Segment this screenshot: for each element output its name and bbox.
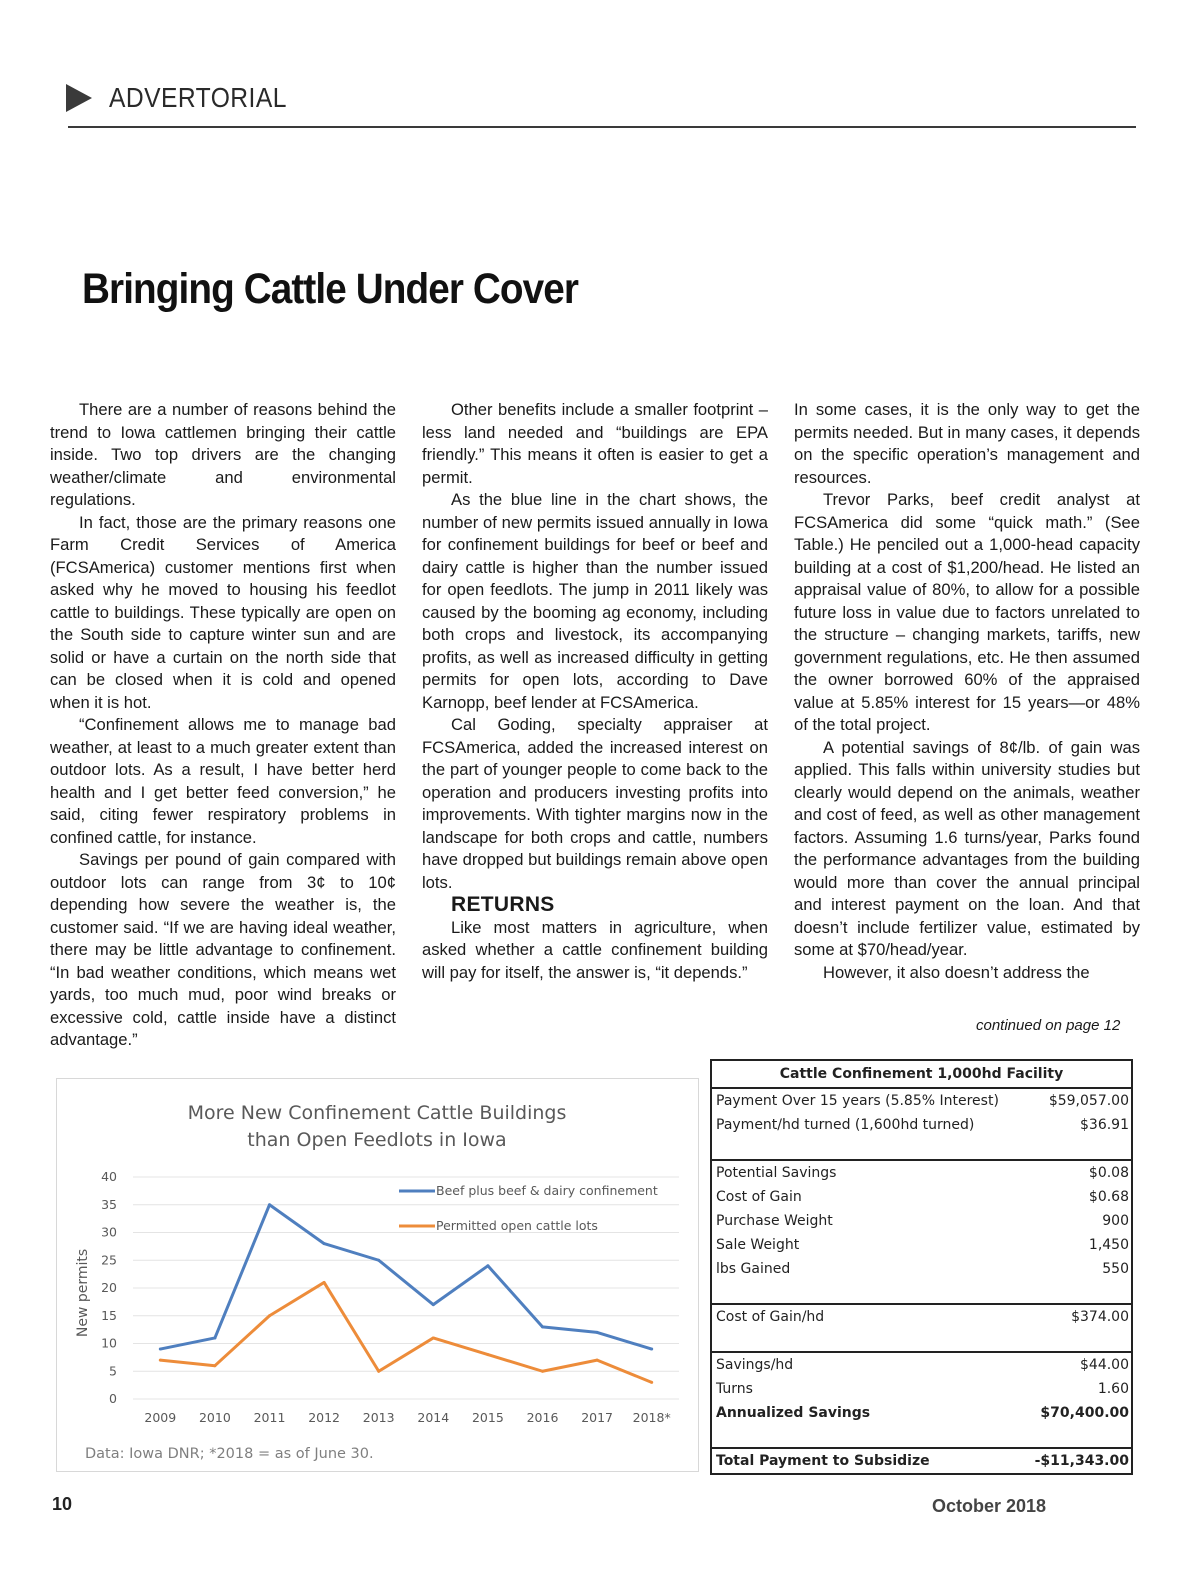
article-column-1 (50, 399, 396, 1052)
chart-title-line-1: More New Confinement Cattle Buildings (187, 1102, 567, 1124)
facility-table (710, 1059, 1133, 1475)
table-group-savings (712, 1159, 1131, 1281)
y-tick-label: 30 (101, 1224, 117, 1240)
table-row (712, 1377, 1131, 1401)
section-label: ADVERTORIAL (109, 82, 287, 113)
y-tick-label: 20 (101, 1280, 117, 1295)
data-point (159, 1348, 162, 1351)
data-point (486, 1264, 489, 1267)
paragraph: As the blue line in the chart shows, the number of new permits issued annually in Iowa for confinement buildings for beef or beef and dairy cattle is higher than the number issued for open feedlots. The jump in 2011 likely was caused by the booming ag economy, including both crops and livestock, its accompanying profits, as well as increased difficulty in getting permits for open lots, according to Dave Karnopp, beef lender at FCSAmerica. (422, 490, 768, 712)
row-value: 900 (1102, 1213, 1129, 1229)
issue-date: October 2018 (932, 1496, 1047, 1516)
row-label: Savings/hd (716, 1357, 794, 1373)
paragraph: There are a number of reasons behind the trend to Iowa cattlemen bringing their cattle inside. Two top drivers are the changing weather/climate and environmental regulations. (50, 400, 396, 509)
row-value: 1.60 (1097, 1381, 1129, 1397)
row-value: 550 (1102, 1261, 1129, 1277)
permits-chart (56, 1078, 699, 1472)
y-tick-label: 35 (101, 1196, 117, 1212)
x-tick-label: 2015 (471, 1410, 504, 1425)
triangle-bullet-icon (66, 84, 92, 112)
data-point (268, 1314, 271, 1317)
data-point (541, 1370, 544, 1373)
data-point (213, 1336, 216, 1339)
row-label: Cost of Gain/hd (716, 1309, 825, 1325)
row-label: Total Payment to Subsidize (716, 1453, 930, 1469)
chart-title-line-2: than Open Feedlots in Iowa (247, 1129, 507, 1151)
paragraph: In some cases, it is the only way to get the permits needed. But in many cases, it depends on the specific operation’s management and resources. (794, 400, 1140, 487)
row-label: Payment/hd turned (1,600hd turned) (716, 1117, 975, 1133)
row-label: Cost of Gain (716, 1189, 802, 1205)
table-row (712, 1257, 1131, 1281)
article-column-3 (794, 399, 1140, 984)
data-point (377, 1259, 380, 1262)
table-row (712, 1449, 1131, 1473)
table-row (712, 1233, 1131, 1257)
data-point (432, 1336, 435, 1339)
row-label: Sale Weight (716, 1237, 800, 1253)
data-point (541, 1325, 544, 1328)
paragraph: “Confinement allows me to manage bad weather, at least to a much greater extent than outdoor lots. As a result, I have better herd health and I get better feed conversion,” he said, citing fewer respiratory problems in confined cattle, for instance. (50, 715, 396, 847)
row-label: Annualized Savings (716, 1405, 871, 1421)
legend-label: Permitted open cattle lots (436, 1218, 598, 1233)
data-point (213, 1364, 216, 1367)
paragraph: Other benefits include a smaller footprint – less land needed and “buildings are EPA friendly.” This means it often is easier to get a permit. (422, 400, 768, 487)
table-row (712, 1209, 1131, 1233)
x-tick-label: 2009 (144, 1410, 177, 1425)
data-point (377, 1370, 380, 1373)
paragraph: Trevor Parks, beef credit analyst at FCSAmerica did some “quick math.” (See Table.) He penciled out a 1,000-head capacity building at a cost of $1,200/head. He listed an appraisal value of 80%, to allow for a possible future loss in value due to factors unrelated to the structure – changing markets, tariffs, new government regulations, etc. He then assumed the owner borrowed 60% of the appraised value at 5.85% interest for 15 years—or 48% of the total project. (794, 490, 1140, 734)
x-tick-label: 2016 (526, 1410, 559, 1425)
table-row (712, 1305, 1131, 1329)
data-point (650, 1348, 653, 1351)
data-point (596, 1359, 599, 1362)
chart-source-note: Data: Iowa DNR; *2018 = as of June 30. (85, 1446, 374, 1462)
data-point (268, 1203, 271, 1206)
table-row (712, 1353, 1131, 1377)
x-tick-label: 2010 (198, 1410, 231, 1425)
chart-svg (57, 1079, 698, 1471)
data-point (323, 1281, 326, 1284)
row-value: $36.91 (1080, 1117, 1129, 1133)
row-value: $44.00 (1080, 1357, 1129, 1373)
y-tick-label: 5 (109, 1363, 117, 1379)
row-label: Purchase Weight (716, 1213, 833, 1229)
table-title: Cattle Confinement 1,000hd Facility (712, 1061, 1131, 1089)
x-tick-label: 2011 (253, 1410, 286, 1425)
y-axis-label: New permits (75, 1248, 91, 1338)
y-tick-label: 40 (101, 1169, 117, 1184)
row-value: -$11,343.00 (1034, 1453, 1129, 1469)
header-rule (68, 126, 1136, 128)
table-group-payment (712, 1089, 1131, 1137)
row-value: $59,057.00 (1048, 1093, 1129, 1109)
y-tick-label: 0 (109, 1391, 117, 1406)
table-group-cost (712, 1303, 1131, 1329)
table-group-total (712, 1447, 1131, 1473)
paragraph: Like most matters in agriculture, when asked whether a cattle confinement building will pay for itself, the answer is, “it depends.” (422, 917, 768, 982)
paragraph: In fact, those are the primary reasons one Farm Credit Services of America (FCSAmerica) customer mentions first when asked why he moved to housing his feedlot cattle to buildings. These typically are open on the South side to capture winter sun and are solid or have a curtain on the north side that can be closed when it is cold and opened when it is hot. (50, 512, 396, 712)
data-point (596, 1331, 599, 1334)
y-tick-label: 10 (101, 1335, 117, 1351)
y-tick-label: 15 (101, 1307, 117, 1323)
table-row (712, 1089, 1131, 1113)
data-point (486, 1353, 489, 1356)
section-header (66, 78, 311, 118)
data-point (323, 1242, 326, 1245)
data-point (650, 1381, 653, 1384)
series-line-2 (160, 1282, 651, 1382)
y-tick-label: 25 (101, 1252, 117, 1268)
row-value: $70,400.00 (1040, 1405, 1129, 1421)
subhead-returns: RETURNS (451, 893, 555, 916)
data-point (432, 1303, 435, 1306)
x-tick-label: 2018* (632, 1410, 671, 1425)
table-row (712, 1161, 1131, 1185)
paragraph: Cal Goding, specialty appraiser at FCSAmerica, added the increased interest on the part of younger people to come back to the operation and producers investing profits into improvements. With tighter margins now in the landscape for both crops and cattle, numbers have dropped but buildings remain above open lots. (422, 715, 768, 892)
article-column-2 (422, 399, 768, 984)
row-label: Payment Over 15 years (5.85% Interest) (716, 1093, 999, 1109)
row-label: Potential Savings (716, 1165, 837, 1181)
x-tick-label: 2012 (308, 1410, 341, 1425)
x-tick-label: 2017 (581, 1410, 614, 1425)
row-value: $0.68 (1088, 1189, 1129, 1205)
x-tick-label: 2014 (417, 1410, 450, 1425)
row-label: Turns (716, 1381, 753, 1397)
row-label: lbs Gained (716, 1261, 791, 1277)
table-group-annual (712, 1351, 1131, 1425)
row-value: $0.08 (1088, 1165, 1129, 1181)
continued-note: continued on page 12 (976, 1017, 1121, 1034)
table-row (712, 1401, 1131, 1425)
legend-label: Beef plus beef & dairy confinement (436, 1183, 658, 1198)
paragraph: However, it also doesn’t address the (823, 962, 1090, 982)
table-row (712, 1113, 1131, 1137)
paragraph: A potential savings of 8¢/lb. of gain was applied. This falls within university studies but clearly would depend on the animals, weather and cost of feed, as well as other management factors. Assuming 1.6 turns/year, Parks found the performance advantages from the building would more than cover the annual principal and interest payment on the loan. And that doesn’t include fertilizer value, estimated by some at $70/head/year. (794, 737, 1140, 959)
row-value: 1,450 (1088, 1237, 1129, 1253)
page-number: 10 (52, 1494, 73, 1514)
table-row (712, 1185, 1131, 1209)
paragraph: Savings per pound of gain compared with outdoor lots can range from 3¢ to 10¢ depending how severe the weather is, the customer said. “If we are having ideal weather, there may be little advantage to confinement. “In bad weather conditions, which means wet yards, too much mud, poor wind breaks or excessive cold, cattle inside have a distinct advantage.” (50, 850, 396, 1049)
article-title: Bringing Cattle Under Cover (82, 265, 579, 313)
x-tick-label: 2013 (362, 1410, 395, 1425)
data-point (159, 1359, 162, 1362)
row-value: $374.00 (1071, 1309, 1129, 1325)
